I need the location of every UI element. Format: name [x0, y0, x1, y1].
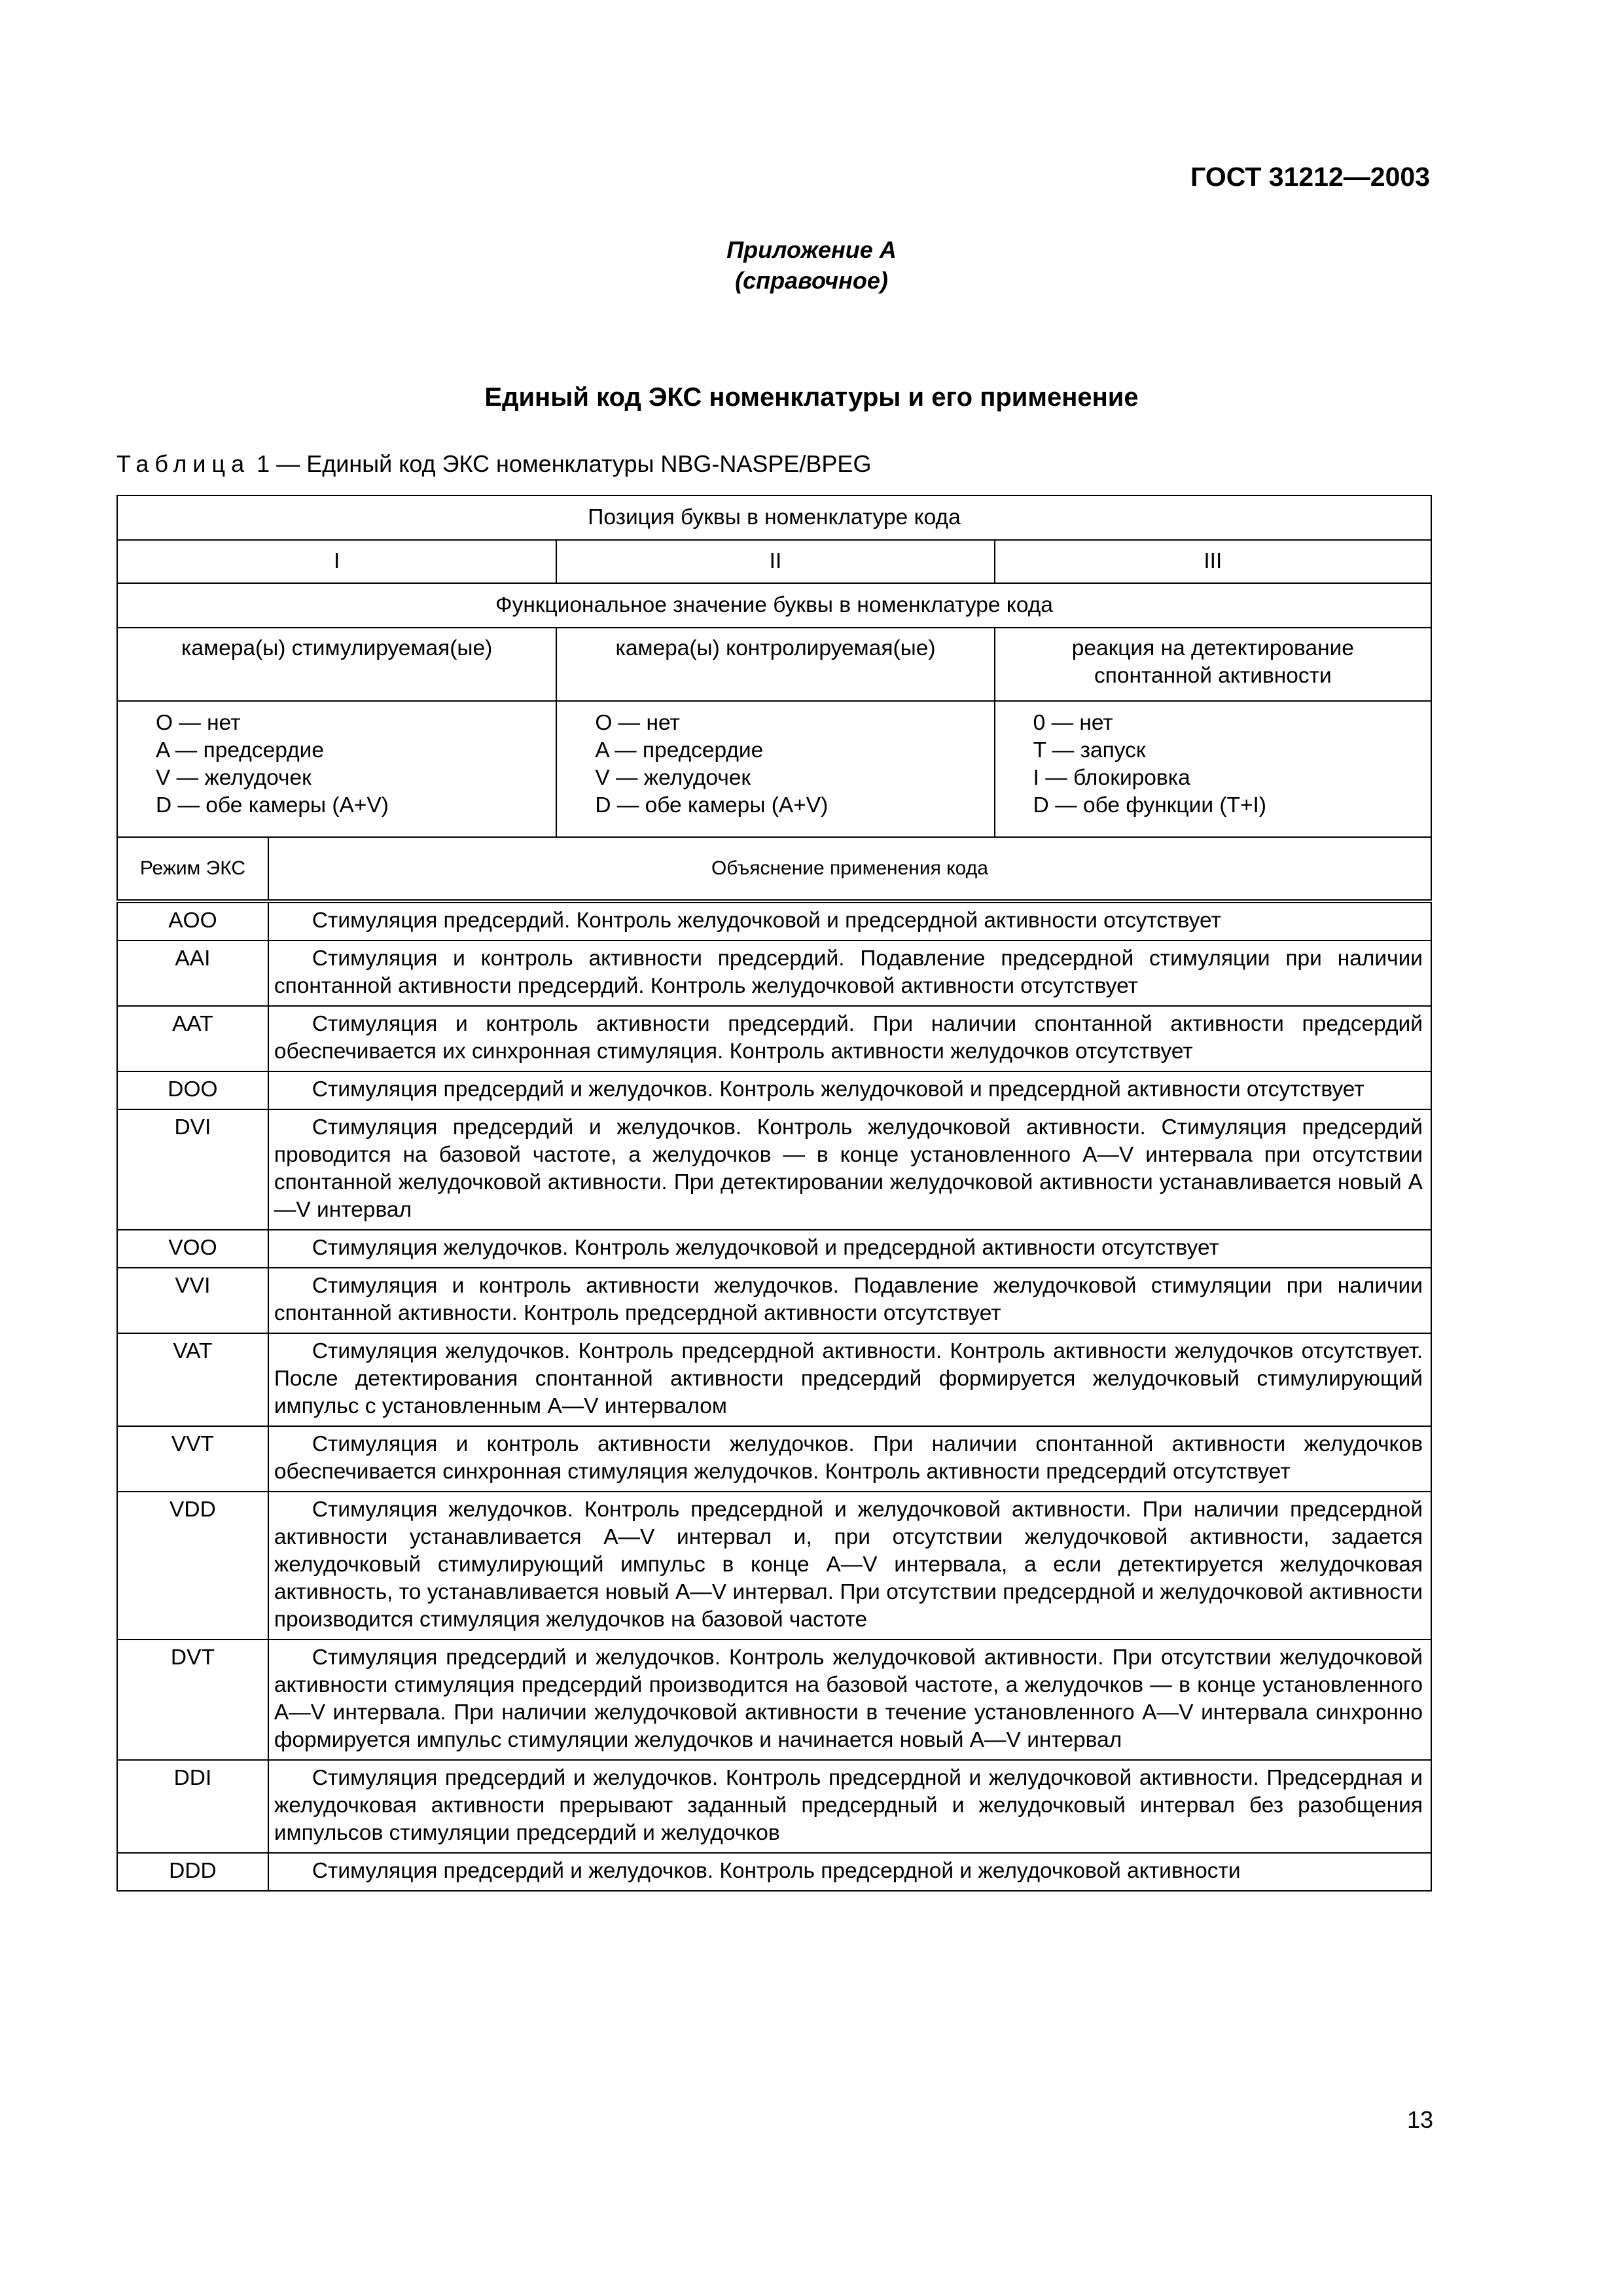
appendix-type: (справочное) — [735, 267, 888, 294]
mode-explanation: Стимуляция желудочков. Контроль предсердной активности. Контроль активности желудочков отсутствует. После детектирования спонтанной активности предсердий формируется желудочковый стимулирующий импульс с установленным A—V интервалом — [268, 1333, 1431, 1426]
mode-header-row — [117, 837, 1431, 901]
table-row — [117, 1230, 1431, 1268]
mode-explanation: Стимуляция и контроль активности желудочков. Подавление желудочковой стимуляции при наличии спонтанной активности. Контроль предсердной активности отсутствует — [268, 1268, 1431, 1333]
code-line: D — обе камеры (A+V) — [156, 793, 389, 817]
mode-code: VVT — [117, 1426, 268, 1492]
code-line: A — предсердие — [595, 738, 764, 762]
section-title: Единый код ЭКС номенклатуры и его применение — [484, 383, 1139, 412]
pacemaker-code-table — [116, 495, 1432, 1892]
appendix-label: Приложение А — [726, 236, 897, 263]
table-row — [117, 1426, 1431, 1492]
appendix-heading — [0, 234, 1623, 296]
mode-explanation: Стимуляция предсердий и желудочков. Контроль желудочковой и предсердной активности отсутствует — [268, 1071, 1431, 1109]
table-header-row — [117, 495, 1431, 540]
code-line: O — нет — [595, 711, 680, 735]
mode-explanation: Стимуляция предсердий и желудочков. Контроль желудочковой активности. Стимуляция предсердий проводится на базовой частоте, а желудочков — в конце установленного A—V интервала при отсутствии спонтанной желудочковой активности. При детектировании желудочковой активности устанавливается новый A—V интервал — [268, 1109, 1431, 1230]
position-2: II — [556, 540, 994, 583]
table-caption-label: Таблица — [116, 450, 251, 477]
table-row — [117, 1109, 1431, 1230]
code-line: D — обе функции (T+I) — [1033, 793, 1266, 817]
mode-code: AAT — [117, 1006, 268, 1071]
mode-rows — [117, 901, 1431, 1891]
mode-code: DDI — [117, 1760, 268, 1853]
subheader-paced: камера(ы) стимулируемая(ые) — [117, 628, 556, 701]
mode-code: AAI — [117, 941, 268, 1006]
code-line: O — нет — [156, 711, 241, 735]
code-line: T — запуск — [1033, 738, 1146, 762]
document-id: ГОСТ 31212—2003 — [1190, 162, 1430, 192]
mode-code: DVT — [117, 1640, 268, 1760]
table-row — [117, 1268, 1431, 1333]
code-line: D — обе камеры (A+V) — [595, 793, 829, 817]
codes-sensed — [556, 701, 994, 837]
mode-explanation: Стимуляция желудочков. Контроль предсердной и желудочковой активности. При наличии предсердной активности устанавливается A—V интервал и, при отсутствии желудочковой активности, задается желудочковый стимулирующий импульс в конце A—V интервала, а если детектируется желудочковая активность, то устанавливается новый A—V интервал. При отсутствии предсердной и желудочковой активности производится стимуляция желудочков на базовой частоте — [268, 1492, 1431, 1640]
position-row — [117, 540, 1431, 583]
mode-code: AOO — [117, 901, 268, 941]
mode-explanation: Стимуляция предсердий. Контроль желудочковой и предсердной активности отсутствует — [268, 901, 1431, 941]
subheader-row — [117, 628, 1431, 701]
mode-explanation: Стимуляция предсердий и желудочков. Контроль предсердной и желудочковой активности — [268, 1853, 1431, 1891]
subheader-sensed: камера(ы) контролируемая(ые) — [556, 628, 994, 701]
mode-explanation: Стимуляция предсердий и желудочков. Контроль предсердной и желудочковой активности. Предсердная и желудочковая активности прерывают заданный предсердный и желудочковый интервал без разобщения импульсов стимуляции предсердий и желудочков — [268, 1760, 1431, 1853]
function-row — [117, 583, 1431, 628]
code-line: V — желудочек — [156, 766, 312, 790]
codes-paced — [117, 701, 556, 837]
table-row — [117, 1853, 1431, 1891]
explanation-header: Объяснение применения кода — [268, 837, 1431, 901]
table-row — [117, 1760, 1431, 1853]
mode-code: DOO — [117, 1071, 268, 1109]
mode-explanation: Стимуляция предсердий и желудочков. Контроль желудочковой активности. При отсутствии желудочковой активности стимуляция предсердий производится на базовой частоте, а желудочков — в конце установленного A—V интервала. При наличии желудочковой активности в течение установленного A—V интервала синхронно формируется импульс стимуляции желудочков и начинается новый A—V интервал — [268, 1640, 1431, 1760]
page-number: 13 — [1406, 2106, 1433, 2133]
table-row — [117, 1492, 1431, 1640]
function-header: Функциональное значение буквы в номенклатуре кода — [117, 583, 1431, 628]
mode-explanation: Стимуляция и контроль активности предсердий. Подавление предсердной стимуляции при наличии спонтанной активности предсердий. Контроль желудочковой активности отсутствует — [268, 941, 1431, 1006]
mode-code: VAT — [117, 1333, 268, 1426]
code-line: V — желудочек — [595, 766, 751, 790]
codes-row — [117, 701, 1431, 837]
code-line: 0 — нет — [1033, 711, 1113, 735]
mode-code: VVI — [117, 1268, 268, 1333]
code-line: I — блокировка — [1033, 766, 1190, 790]
table-caption — [116, 450, 871, 478]
table-caption-text: 1 — Единый код ЭКС номенклатуры NBG-NASPE/BPEG — [257, 450, 872, 477]
table-row — [117, 901, 1431, 941]
position-header: Позиция буквы в номенклатуре кода — [117, 495, 1431, 540]
mode-code: DDD — [117, 1853, 268, 1891]
table-row — [117, 1333, 1431, 1426]
table-row — [117, 1006, 1431, 1071]
codes-response — [995, 701, 1431, 837]
mode-header: Режим ЭКС — [117, 837, 268, 901]
table-row — [117, 941, 1431, 1006]
mode-explanation: Стимуляция и контроль активности желудочков. При наличии спонтанной активности желудочков обеспечивается синхронная стимуляция желудочков. Контроль активности предсердий отсутствует — [268, 1426, 1431, 1492]
table-row — [117, 1071, 1431, 1109]
position-1: I — [117, 540, 556, 583]
mode-explanation: Стимуляция желудочков. Контроль желудочковой и предсердной активности отсутствует — [268, 1230, 1431, 1268]
position-3: III — [995, 540, 1431, 583]
mode-code: VOO — [117, 1230, 268, 1268]
mode-explanation: Стимуляция и контроль активности предсердий. При наличии спонтанной активности предсердий обеспечивается их синхронная стимуляция. Контроль активности желудочков отсутствует — [268, 1006, 1431, 1071]
code-line: A — предсердие — [156, 738, 324, 762]
mode-code: VDD — [117, 1492, 268, 1640]
mode-code: DVI — [117, 1109, 268, 1230]
table-row — [117, 1640, 1431, 1760]
subheader-response: реакция на детектирование спонтанной активности — [995, 628, 1431, 701]
